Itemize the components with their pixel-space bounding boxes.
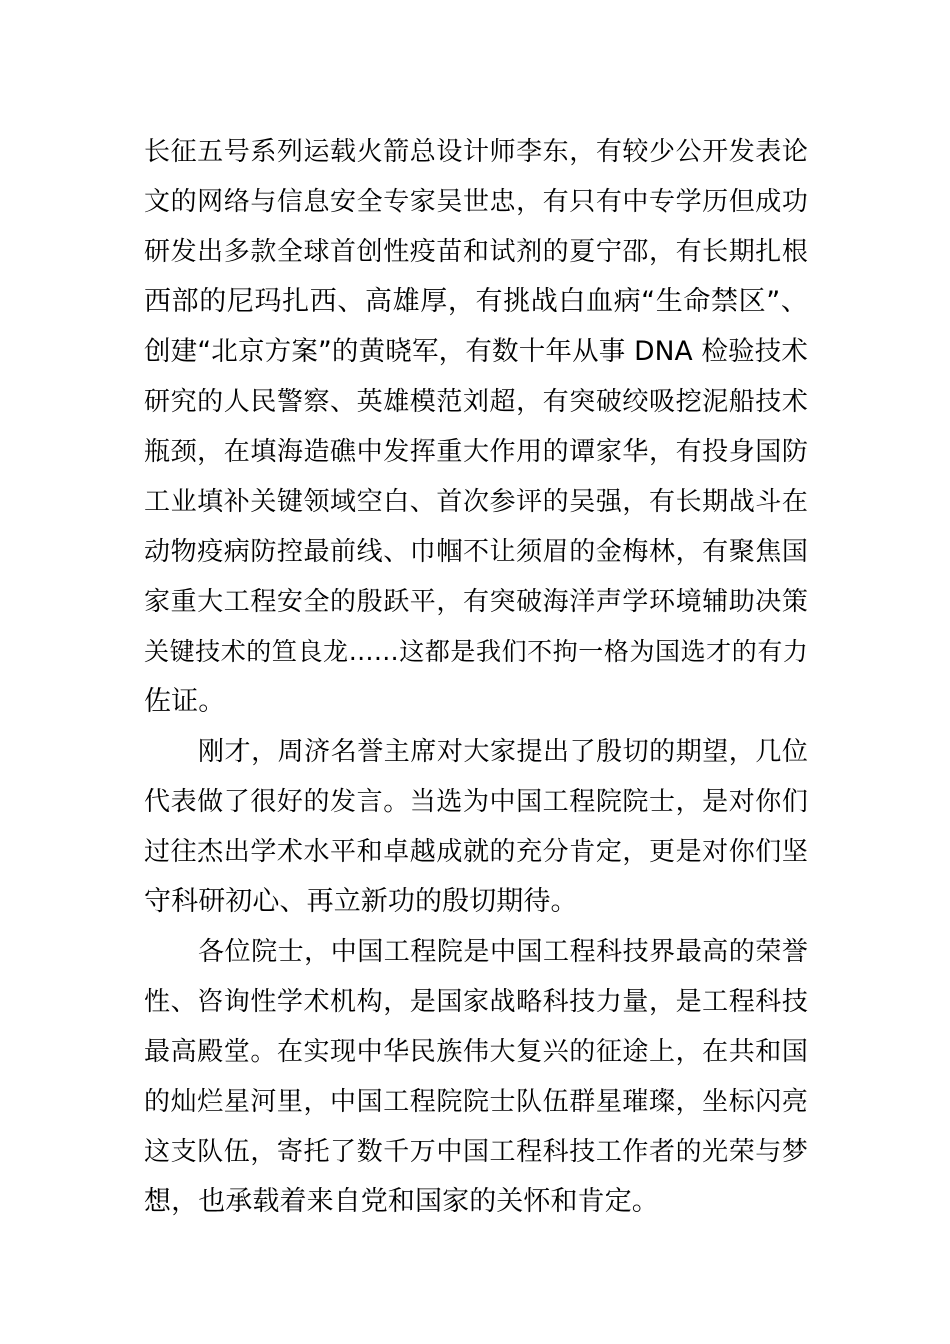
body-line: 过往杰出学术水平和卓越成就的充分肯定，更是对你们坚: [144, 837, 808, 867]
body-line: 最高殿堂。在实现中华民族伟大复兴的征途上，在共和国: [144, 1037, 808, 1067]
body-line: 研究的人民警察、英雄模范刘超，有突破绞吸挖泥船技术: [144, 387, 808, 417]
paragraph-first-line: 刚才，周济名誉主席对大家提出了殷切的期望，几位: [198, 737, 808, 767]
paragraph-first-line: 各位院士，中国工程院是中国工程科技界最高的荣誉: [198, 937, 808, 967]
body-line: 家重大工程安全的殷跃平，有突破海洋声学环境辅助决策: [144, 587, 808, 617]
body-line: 工业填补关键领域空白、首次参评的吴强，有长期战斗在: [144, 487, 808, 517]
body-line: 性、咨询性学术机构，是国家战略科技力量，是工程科技: [144, 987, 808, 1017]
body-line: 文的网络与信息安全专家吴世忠，有只有中专学历但成功: [144, 187, 808, 217]
body-line: 这支队伍，寄托了数千万中国工程科技工作者的光荣与梦: [144, 1137, 808, 1167]
body-line: 动物疫病防控最前线、巾帼不让须眉的金梅林，有聚焦国: [144, 537, 808, 567]
body-line: 瓶颈，在填海造礁中发挥重大作用的谭家华，有投身国防: [144, 437, 808, 467]
body-line: 想，也承载着来自党和国家的关怀和肯定。: [144, 1186, 659, 1217]
body-line: 的灿烂星河里，中国工程院院士队伍群星璀璨，坐标闪亮: [144, 1087, 808, 1117]
body-line: 佐证。: [144, 686, 226, 717]
body-line: 研发出多款全球首创性疫苗和试剂的夏宁邵，有长期扎根: [144, 237, 808, 267]
body-line: 西部的尼玛扎西、高雄厚，有挑战白血病“生命禁区”、: [144, 286, 808, 317]
body-line: 关键技术的笪良龙……这都是我们不拘一格为国选才的有力: [144, 637, 808, 666]
body-line: 创建“北京方案”的黄晓军，有数十年从事 DNA 检验技术: [144, 336, 808, 367]
body-line: 长征五号系列运载火箭总设计师李东，有较少公开发表论: [144, 137, 808, 167]
body-line: 代表做了很好的发言。当选为中国工程院院士，是对你们: [144, 787, 808, 817]
document-body: [144, 127, 808, 1227]
body-line: 守科研初心、再立新功的殷切期待。: [144, 886, 578, 917]
